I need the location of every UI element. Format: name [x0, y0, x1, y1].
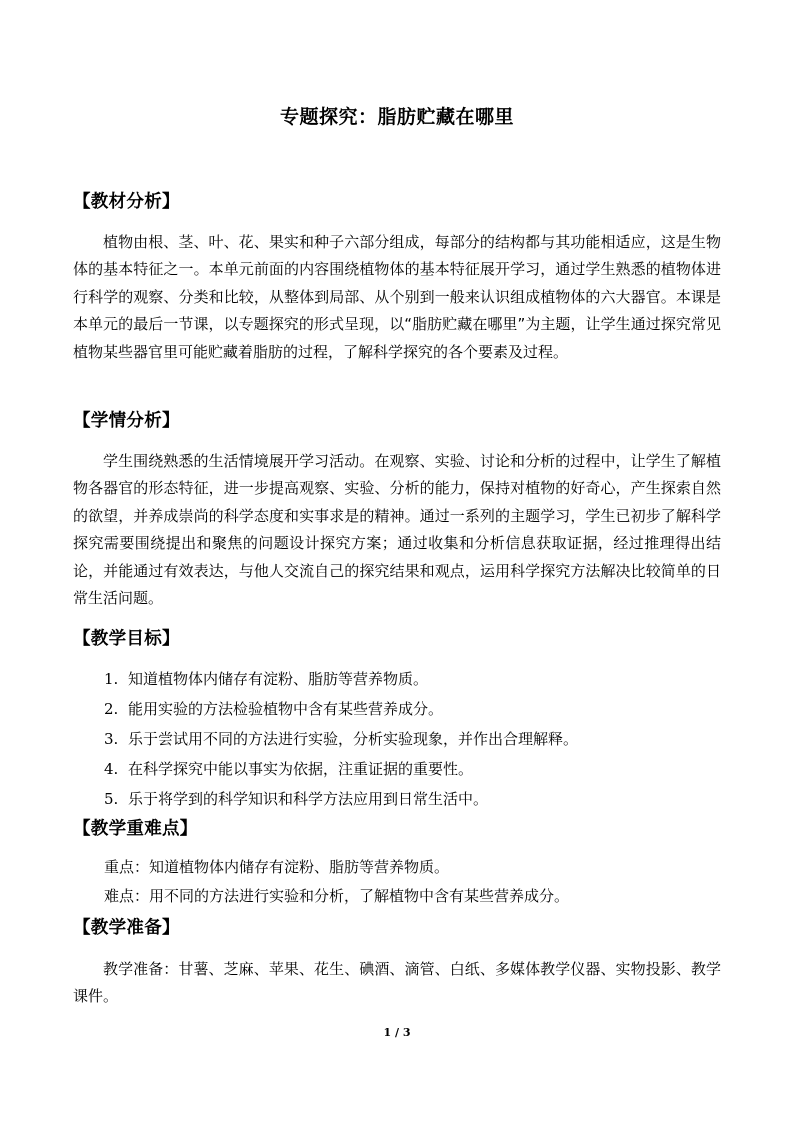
difficulty-text: 难点：用不同的方法进行实验和分析，了解植物中含有某些营养成分。 [104, 887, 570, 905]
preparation-paragraph: 教学准备：甘薯、芝麻、苹果、花生、碘酒、滴管、白纸、多媒体教学仪器、实物投影、教学课件。 [73, 960, 721, 1006]
document-title: 专题探究：脂肪贮藏在哪里 [279, 106, 514, 128]
student-analysis-paragraph: 学生围绕熟悉的生活情境展开学习活动。在观察、实验、讨论和分析的过程中，让学生了解植物各器官的形态特征，进一步提高观察、实验、分析的能力，保持对植物的好奇心，产生探索自然的欲望，并养成崇尚的科学态度和实事求是的精神。通过一系列的主题学习，学生已初步了解科学探究需要围绕提出和聚焦的问题设计探究方案；通过收集和分析信息获取证据，经过推理得出结论，并能通过有效表达，与他人交流自己的探究结果和观点，运用科学探究方法解决比较简单的日常生活问题。 [73, 452, 721, 608]
objectives-list [104, 664, 578, 814]
material-analysis-paragraph: 植物由根、茎、叶、花、果实和种子六部分组成，每部分的结构都与其功能相适应，这是生物体的基本特征之一。本单元前面的内容围绕植物体的基本特征展开学习，通过学生熟悉的植物体进行科学的观察、分类和比较，从整体到局部、从个别到一般来认识组成植物体的六大器官。本课是本单元的最后一节课，以专题探究的形式呈现，以“脂肪贮藏在哪里”为主题，让学生通过探究常见植物某些器官里可能贮藏着脂肪的过程，了解科学探究的各个要素及过程。 [73, 233, 721, 361]
section-heading-key-points: 【教学重难点】 [73, 819, 198, 839]
list-item-number: 4. [104, 760, 119, 778]
list-item [104, 784, 578, 814]
list-item-text: 在科学探究中能以事实为依据，注重证据的重要性。 [128, 760, 474, 778]
list-item-text: 能用实验的方法检验植物中含有某些营养成分。 [128, 700, 444, 718]
section-heading-preparation: 【教学准备】 [73, 918, 180, 938]
section-heading-objectives: 【教学目标】 [73, 629, 180, 649]
section-heading-material-analysis: 【教材分析】 [73, 192, 180, 212]
list-item-number: 3. [104, 730, 119, 748]
list-item-number: 1. [104, 670, 119, 688]
key-point-text: 重点：知道植物体内储存有淀粉、脂肪等营养物质。 [104, 858, 450, 876]
page-indicator: 1 / 3 [383, 1026, 411, 1039]
list-item [104, 754, 578, 784]
list-item-text: 知道植物体内储存有淀粉、脂肪等营养物质。 [128, 670, 429, 688]
list-item [104, 694, 578, 724]
list-item-text: 乐于将学到的科学知识和科学方法应用到日常生活中。 [128, 790, 489, 808]
list-item [104, 664, 578, 694]
list-item [104, 724, 578, 754]
section-heading-student-analysis: 【学情分析】 [73, 411, 180, 431]
list-item-number: 5. [104, 790, 119, 808]
list-item-text: 乐于尝试用不同的方法进行实验，分析实验现象，并作出合理解释。 [128, 730, 579, 748]
list-item-number: 2. [104, 700, 119, 718]
